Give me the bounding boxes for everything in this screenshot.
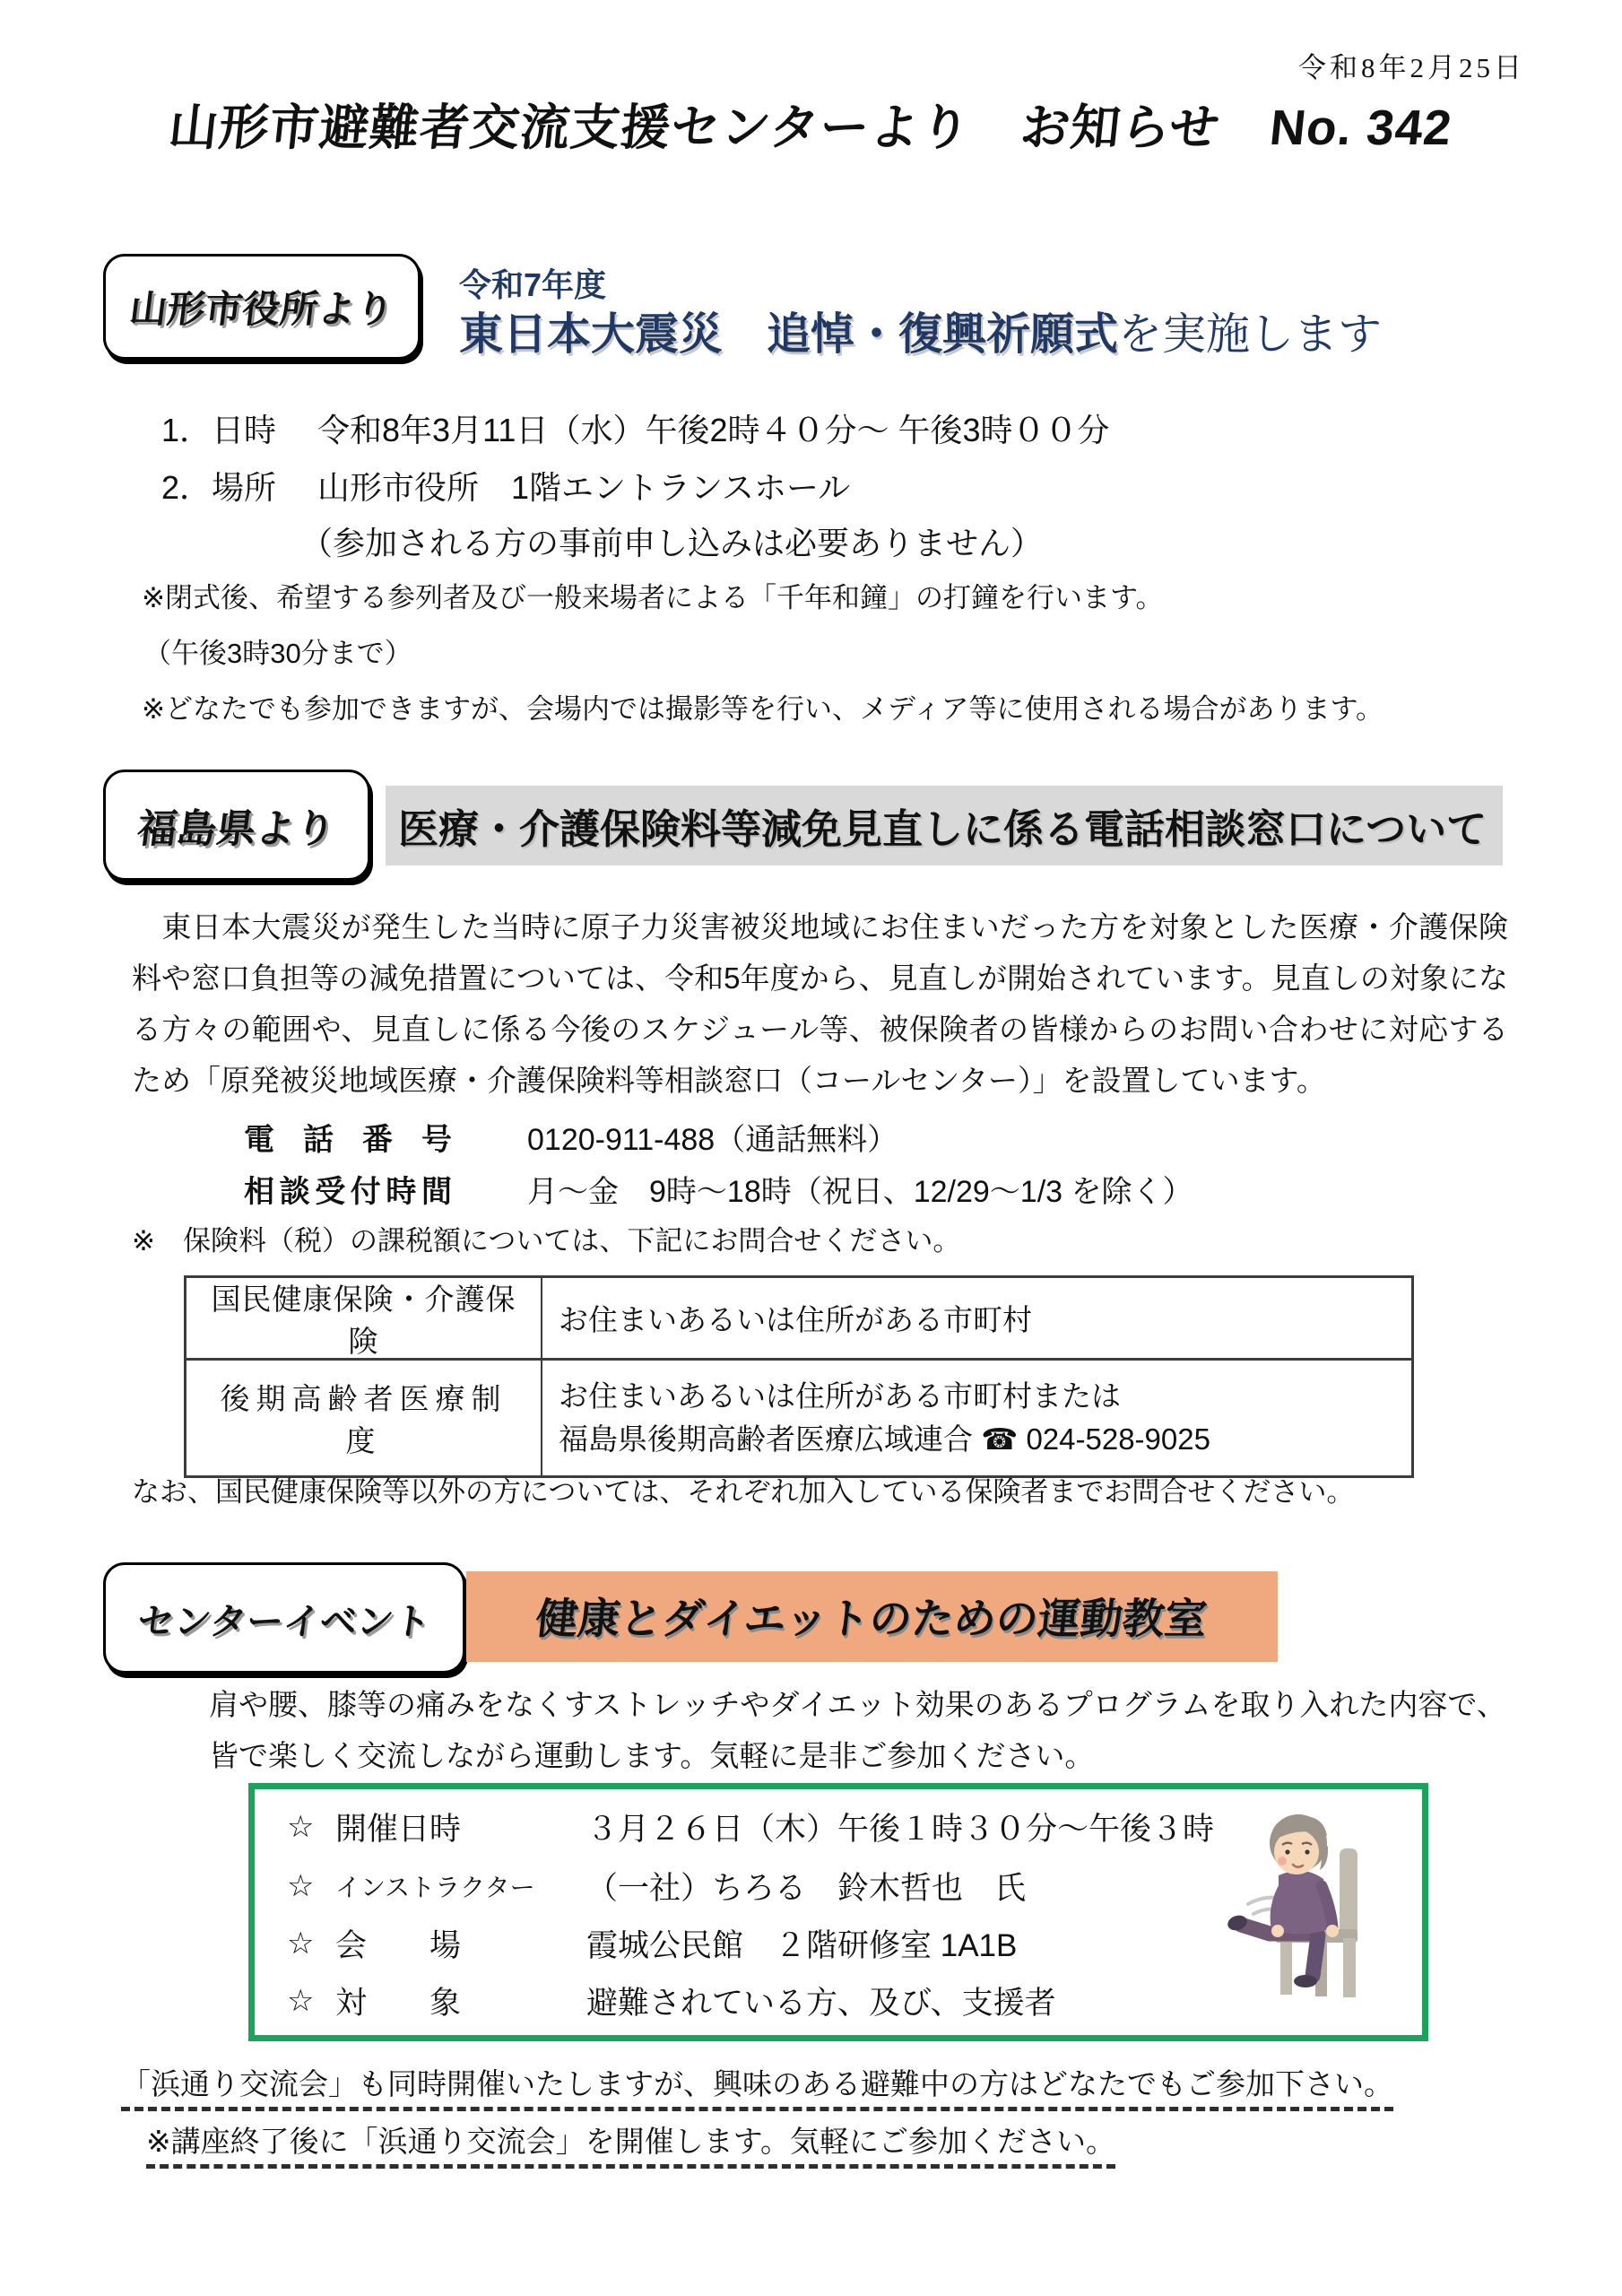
table-row1-label: 国民健康保険・介護保険 xyxy=(186,1278,542,1361)
hamadori-joint-note: 「浜通り交流会」も同時開催いたしますが、興味のある避難中の方はどなたでもご参加下さい。 xyxy=(121,2061,1393,2111)
lower-leg xyxy=(1313,1935,1318,1976)
exercise-class-title-banner xyxy=(466,1571,1278,1662)
ceremony-datetime-line: 1．日時 令和8年3月11日（水）午後2時４０分～ 午後3時００分 xyxy=(161,412,1110,448)
detail-instructor-value: （一社）ちろる 鈴木哲也 氏 xyxy=(586,1871,1027,1906)
insurance-contact-table xyxy=(184,1275,1414,1478)
hamadori-after-note: ※講座終了後に「浜通り交流会」を開催します。気軽にご参加ください。 xyxy=(146,2118,1115,2169)
badge-center-event xyxy=(103,1562,465,1674)
consultation-paragraph: 東日本大震災が発生した当時に原子力災害被災地域にお住まいだった方を対象とした医療・介護保険料や窓口負担等の減免措置については、令和5年度から、見直しが開始されています。見直しの対象になる方々の範囲や、見直しに係る今後のスケジュール等、被保険者の皆様からのお問い合わせに対応するため「原発被災地域医療・介護保険料等相談窓口（コールセンター）」を設置しています。 xyxy=(132,910,1509,1097)
memorial-title-tail: を実施します xyxy=(1118,310,1383,359)
star-icon: ☆ xyxy=(287,1869,315,1903)
star-icon: ☆ xyxy=(287,1984,315,2018)
detail-datetime-label: 開催日時 xyxy=(335,1812,462,1847)
badge-center-event-label: センターイベント xyxy=(134,1600,433,1642)
table-row2-value-line2 xyxy=(559,1418,1395,1461)
detail-audience-label: 対 象 xyxy=(335,1986,462,2021)
bell-time-note: （午後3時30分まで） xyxy=(143,638,412,669)
table-row2-value xyxy=(542,1361,1411,1475)
fiscal-year-label: 令和7年度 xyxy=(459,266,607,303)
table-row2-phone: 024-528-9025 xyxy=(1026,1422,1210,1456)
exercise-description-line2: 皆で楽しく交流しながら運動します。気軽に是非ご参加ください。 xyxy=(209,1739,1095,1772)
detail-audience-value: 避難されている方、及び、支援者 xyxy=(586,1986,1056,2021)
eye xyxy=(1305,1849,1309,1854)
blush xyxy=(1278,1857,1287,1866)
no-registration-note: （参加される方の事前申し込みは必要ありません） xyxy=(300,525,1044,561)
badge-city-hall-label: 山形市役所より xyxy=(126,288,396,330)
badge-fukushima-pref xyxy=(103,770,370,881)
ceremony-place-line: 2．場所 山形市役所 1階エントランスホール xyxy=(161,469,851,506)
tax-amount-note: ※ 保険料（税）の課税額については、下記にお問合せください。 xyxy=(132,1225,961,1257)
phone-number-value: 0120-911-488（通話無料） xyxy=(527,1123,898,1157)
chair-backrest xyxy=(1340,1848,1357,1938)
hand xyxy=(1271,1925,1284,1937)
issue-date: 令和8年2月25日 xyxy=(1298,52,1525,83)
star-icon: ☆ xyxy=(287,1810,315,1844)
table-row2-value-line1: お住まいあるいは住所がある市町村または xyxy=(559,1379,1121,1413)
table-row2-org: 福島県後期高齢者医療広域連合 xyxy=(559,1422,973,1456)
chair-leg xyxy=(1343,1938,1356,1997)
page-title-text: 山形市避難者交流支援センターより お知らせ No. 342 xyxy=(166,100,1455,155)
eye xyxy=(1285,1849,1289,1854)
shoe xyxy=(1294,1975,1317,1987)
exercise-class-title: 健康とダイエットのための運動教室 xyxy=(533,1595,1210,1642)
other-insurers-note: なお、国民健康保険等以外の方については、それぞれ加入している保険者までお問合せください。 xyxy=(132,1476,1355,1508)
star-icon: ☆ xyxy=(287,1926,315,1961)
hand xyxy=(1326,1925,1339,1937)
memorial-ceremony-title xyxy=(459,300,1382,362)
detail-datetime-value: ３月２６日（木）午後１時３０分～午後３時 xyxy=(586,1812,1215,1847)
exercise-description-line1: 肩や腰、膝等の痛みをなくすストレッチやダイエット効果のあるプログラムを取り入れた内容で、 xyxy=(209,1688,1506,1721)
detail-instructor-label: インストラクター xyxy=(335,1874,535,1901)
chair-leg xyxy=(1280,1943,1292,1995)
reception-hours-value: 月～金 9時～18時（祝日、12/29～1/3 を除く） xyxy=(527,1175,1193,1209)
table-row1-value: お住まいあるいは住所がある市町村 xyxy=(542,1278,1411,1361)
page-title xyxy=(0,88,1622,159)
bell-ringing-note: ※閉式後、希望する参列者及び一般来場者による「千年和鐘」の打鐘を行います。 xyxy=(142,582,1164,613)
detail-row-audience xyxy=(287,1979,1056,2022)
exercise-class-description xyxy=(209,1679,1506,1781)
table-row2-label: 後期高齢者医療制度 xyxy=(186,1361,542,1475)
detail-row-datetime xyxy=(287,1805,1214,1848)
detail-venue-label: 会 場 xyxy=(335,1928,462,1963)
reception-hours-label: 相談受付時間 xyxy=(244,1175,452,1209)
detail-row-instructor xyxy=(287,1865,1026,1908)
phone-number-label: 電話番号 xyxy=(244,1123,452,1157)
detail-venue-value: 霞城公民館 ２階研修室 1A1B xyxy=(586,1928,1018,1963)
phone-icon: ☎ xyxy=(981,1422,1019,1456)
badge-fukushima-pref-label: 福島県より xyxy=(134,807,338,851)
event-details-box xyxy=(248,1783,1428,2041)
detail-row-venue xyxy=(287,1922,1017,1965)
badge-city-hall xyxy=(103,254,421,360)
phone-consultation-title: 医療・介護保険料等減免見直しに係る電話相談窓口について xyxy=(386,786,1503,865)
media-use-note: ※どなたでも参加できますが、会場内では撮影等を行い、メディア等に使用される場合があります。 xyxy=(142,693,1384,725)
chair-exercise-illustration xyxy=(1223,1796,1402,2012)
memorial-title-main: 東日本大震災 追悼・復興祈願式 xyxy=(459,310,1119,359)
